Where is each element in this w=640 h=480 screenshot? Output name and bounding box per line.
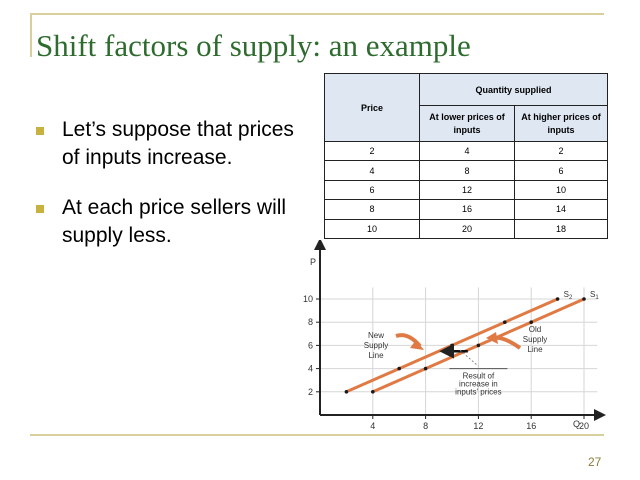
- bullet-marker: [36, 127, 44, 135]
- table-cell: 4: [420, 142, 515, 161]
- table-cell: 12: [420, 180, 515, 199]
- chart-annotations: [364, 325, 547, 397]
- old-line-pointer: [494, 338, 520, 348]
- bottom-rule: [30, 434, 604, 436]
- x-tick-label: 20: [578, 421, 590, 431]
- data-point: [371, 390, 375, 394]
- bullet-marker: [36, 205, 44, 213]
- table-cell: 4: [325, 161, 420, 180]
- table-cell: 10: [325, 219, 420, 238]
- lower-prices-header: At lower prices of inputs: [420, 106, 515, 142]
- x-tick-label: 12: [473, 421, 484, 431]
- page-number: 27: [588, 455, 602, 469]
- table-cell: 16: [420, 200, 515, 219]
- table-row: [325, 200, 608, 219]
- result-label: Result of increase in inputs' prices: [455, 371, 502, 397]
- chart-axes: [303, 244, 600, 431]
- table-row: [325, 142, 608, 161]
- table-cell: 20: [420, 219, 515, 238]
- supply-chart: [298, 240, 608, 432]
- top-rule-corner: [30, 13, 32, 57]
- old-line-label: Old Supply Line: [522, 325, 548, 354]
- y-tick-label: 4: [307, 363, 313, 374]
- x-tick-label: 8: [423, 421, 429, 431]
- table-cell: 18: [515, 219, 608, 238]
- y-tick-label: 2: [307, 386, 313, 397]
- x-tick-label: 4: [370, 421, 376, 431]
- table-cell: 8: [325, 200, 420, 219]
- higher-prices-header: At higher prices of inputs: [515, 106, 608, 142]
- data-point: [556, 297, 560, 301]
- y-tick-label: 6: [307, 340, 313, 351]
- series-label: $S_2$: [563, 290, 573, 301]
- table-cell: 2: [515, 142, 608, 161]
- bullet-item: [36, 194, 298, 250]
- slide-title: Shift factors of supply: an example: [36, 28, 471, 63]
- data-point: [424, 367, 428, 371]
- table-row: [325, 161, 608, 180]
- bullet-text: Let’s suppose that prices of inputs increase.: [62, 118, 294, 169]
- data-point: [529, 320, 533, 324]
- x-tick-label: 16: [526, 421, 537, 431]
- table-cell: 14: [515, 200, 608, 219]
- data-point: [450, 344, 454, 348]
- bullet-text: At each price sellers will supply less.: [62, 196, 287, 247]
- data-point: [582, 297, 586, 301]
- table-cell: 10: [515, 180, 608, 199]
- new-line-label: New Supply Line: [363, 331, 389, 360]
- bullet-list: [36, 116, 298, 250]
- table-cell: 6: [515, 161, 608, 180]
- x-axis-label: Q: [573, 419, 581, 429]
- y-tick-label: 10: [302, 294, 313, 304]
- y-axis-label: P: [310, 257, 317, 267]
- bullet-item: [36, 116, 298, 172]
- series-label: $S_1$: [590, 290, 599, 301]
- price-header: Price: [325, 74, 420, 142]
- top-rule: [30, 13, 604, 15]
- table-cell: 2: [325, 142, 420, 161]
- data-point: [345, 390, 349, 394]
- data-point: [397, 367, 401, 371]
- y-tick-label: 8: [307, 317, 313, 328]
- data-point: [477, 344, 481, 348]
- table-cell: 8: [420, 161, 515, 180]
- quantity-header: Quantity supplied: [420, 74, 608, 106]
- table-row: [325, 180, 608, 199]
- table-cell: 6: [325, 180, 420, 199]
- table-row: [325, 219, 608, 238]
- data-point: [503, 320, 507, 324]
- supply-table: [324, 73, 608, 239]
